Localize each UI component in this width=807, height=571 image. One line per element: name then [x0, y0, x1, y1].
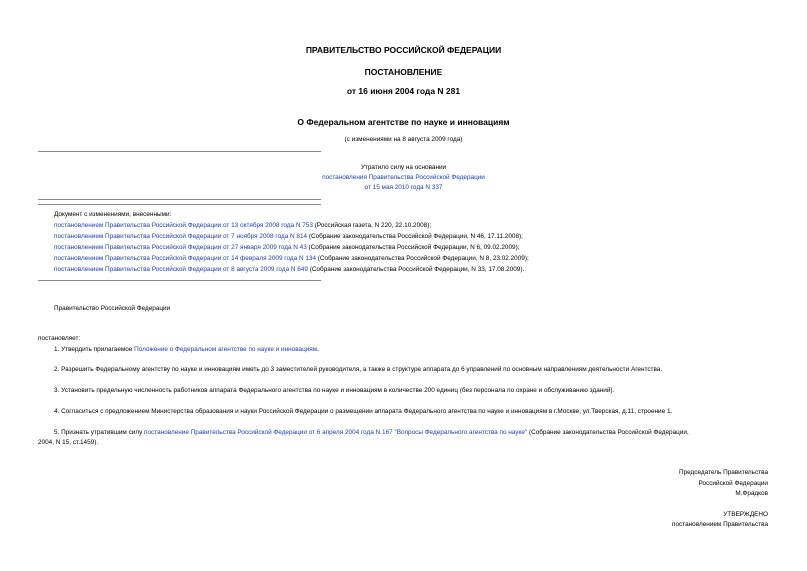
amendment-item	[54, 233, 523, 240]
document-title: О Федеральном агентстве по науке и инновациям	[297, 117, 510, 127]
signature-subtitle: Российской Федерации	[698, 480, 768, 487]
paragraph-1	[54, 346, 319, 353]
divider	[38, 151, 321, 152]
amendment-link[interactable]: постановлением Правительства Российской Федерации от 27 января 2009 года N 43	[54, 244, 307, 251]
amendment-item	[54, 222, 431, 229]
signature-title: Председатель Правительства	[679, 469, 768, 476]
paragraph-5-suffix: (Собрание законодательства Российской Федерации,	[527, 429, 689, 436]
amendment-source: (Собрание законодательства Российской Федерации, N 8, 23.02.2009);	[316, 255, 529, 262]
amendment-source: (Собрание законодательства Российской Федерации, N 6, 09.02.2009);	[306, 244, 520, 251]
paragraph-1-suffix: .	[317, 346, 319, 353]
paragraph-1-prefix: 1. Утвердить прилагаемое	[54, 346, 135, 353]
invalid-notice-link-line1[interactable]: постановления Правительства Российской Федерации	[322, 174, 485, 181]
repealed-decree-link[interactable]: постановление Правительства Российской Федерации от 6 апреля 2004 года N 167 "Вопросы Федерального агентства по науке"	[144, 429, 528, 436]
amendment-source: (Собрание законодательства Российской Федерации, N 46, 17.11.2008);	[307, 233, 523, 240]
divider	[38, 280, 321, 281]
paragraph-5-prefix: 5. Признать утратившим силу	[54, 429, 145, 436]
government-heading: ПРАВИТЕЛЬСТВО РОССИЙСКОЙ ФЕДЕРАЦИИ	[305, 45, 502, 55]
decrees-text: постановляет:	[38, 335, 81, 342]
amendment-link[interactable]: постановлением Правительства Российской Федерации от 7 ноября 2008 года N 814	[54, 233, 308, 240]
document-date-number: от 16 июня 2004 года N 281	[346, 86, 461, 96]
regulation-link[interactable]: Положение о Федеральном агентстве по науке и инновациям	[134, 346, 318, 353]
amendment-link[interactable]: постановлением Правительства Российской Федерации от 8 августа 2009 года N 649	[54, 266, 308, 273]
document-type-heading: ПОСТАНОВЛЕНИЕ	[364, 67, 443, 77]
paragraph-5-continuation: 2004, N 15, ст.1459).	[38, 439, 99, 446]
paragraph-2: 2. Разрешить Федеральному агентству по науке и инновациям иметь до 3 заместителей руководителя, а также в структуре аппарата до 6 управлений по основным направлениям деятельности Агентства.	[54, 366, 663, 373]
amendment-link[interactable]: постановлением Правительства Российской Федерации от 14 февраля 2009 года N 134	[54, 255, 317, 262]
amendments-intro: Документ с изменениями, внесенными:	[54, 211, 172, 218]
issuer-text: Правительство Российской Федерации	[54, 305, 171, 312]
paragraph-3: 3. Установить предельную численность работников аппарата Федерального агентства по науке и инновациям в количестве 200 единиц (без персонала по охране и обслуживанию зданий).	[54, 387, 615, 394]
signatory-name: М.Фрадков	[735, 490, 768, 497]
paragraph-4: 4. Согласиться с предложением Министерства образования и науки Российской Федерации о размещении аппарата Федерального агентства по науке и инновациям в г.Москве, ул.Тверская, д.11, строение 1.	[54, 408, 673, 415]
amendment-source: (Российская газета, N 220, 22.10.2008);	[312, 222, 432, 229]
divider	[38, 199, 321, 200]
amendment-item	[54, 244, 519, 251]
invalid-notice-link-line2[interactable]: от 15 мая 2010 года N 337	[364, 184, 443, 191]
paragraph-5	[54, 429, 689, 436]
approved-by: постановлением Правительства	[672, 521, 768, 528]
amendment-item	[54, 266, 524, 273]
invalid-notice-text: Утратило силу на основании	[360, 164, 447, 171]
amendment-item	[54, 255, 529, 262]
amendment-source: (Собрание законодательства Российской Федерации, N 33, 17.08.2009).	[307, 266, 525, 273]
amendment-note: (с изменениями на 8 августа 2009 года)	[344, 136, 463, 143]
divider	[38, 204, 321, 205]
approved-label: УТВЕРЖДЕНО	[723, 511, 768, 518]
amendment-link[interactable]: постановлением Правительства Российской Федерации от 13 октября 2008 года N 753	[54, 222, 313, 229]
